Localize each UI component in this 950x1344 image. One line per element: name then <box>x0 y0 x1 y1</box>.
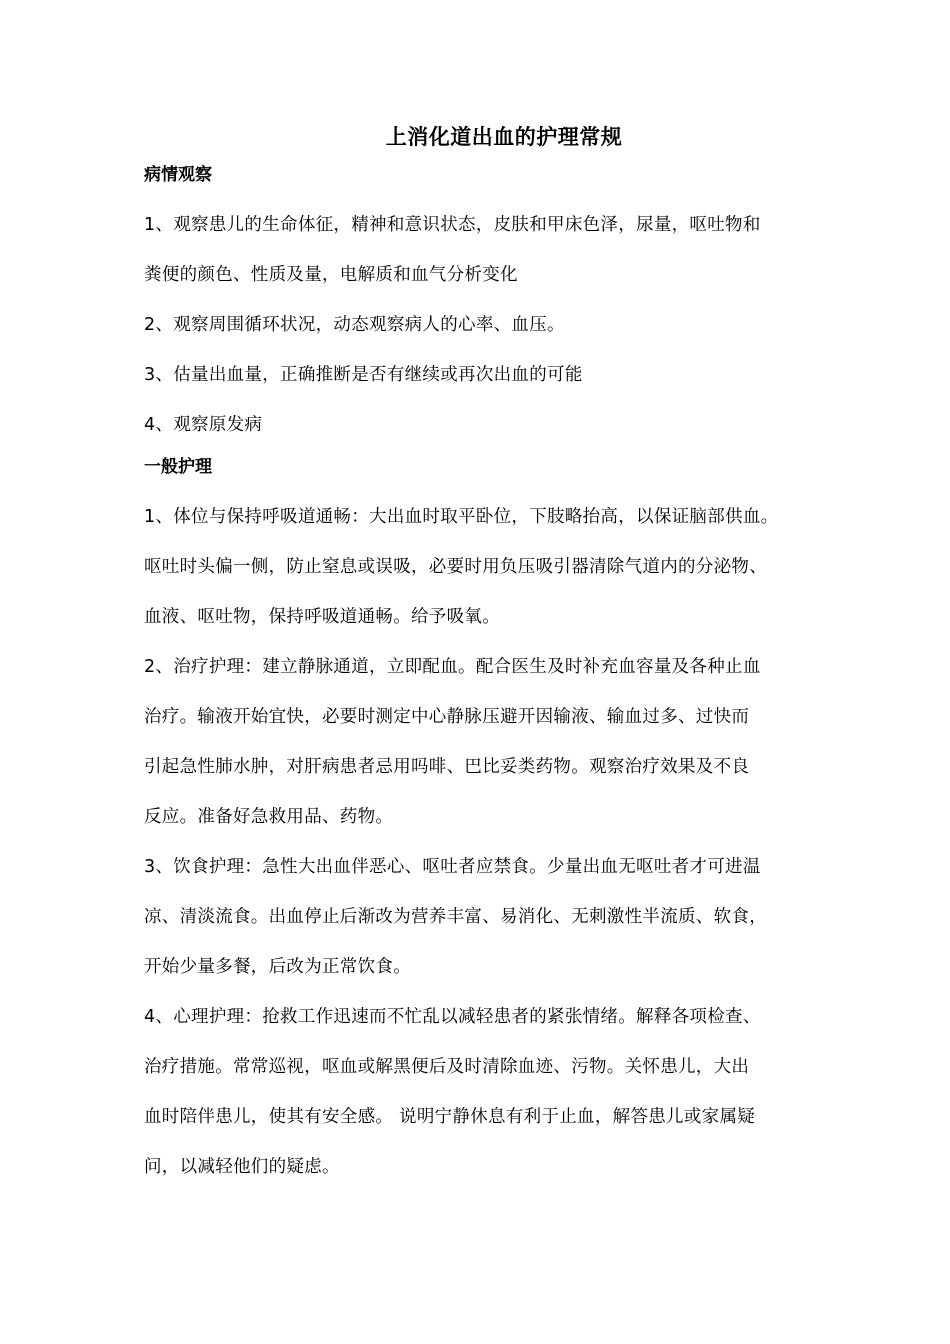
text-line: 4、观察原发病 <box>144 415 263 435</box>
text-line: 治疗措施。常常巡视，呕血或解黑便后及时清除血迹、污物。关怀患儿，大出 <box>144 1057 750 1077</box>
section-general-care <box>144 450 824 1192</box>
text-line: 引起急性肺水肿，对肝病患者忌用吗啡、巴比妥类药物。观察治疗效果及不良 <box>144 757 750 777</box>
paragraph <box>144 350 824 400</box>
text-line: 3、估量出血量，正确推断是否有继续或再次出血的可能 <box>144 365 583 385</box>
text-line: 治疗。输液开始宜快，必要时测定中心静脉压避开因输液、输血过多、过快而 <box>144 707 750 727</box>
text-line: 血时陪伴患儿，使其有安全感。 说明宁静休息有利于止血，解答患儿或家属疑 <box>144 1107 756 1127</box>
document-title: 上消化道出血的护理常规 <box>385 125 623 149</box>
text-line: 反应。准备好急救用品、药物。 <box>144 807 394 827</box>
paragraph <box>144 492 824 642</box>
text-line: 4、心理护理：抢救工作迅速而不忙乱以减轻患者的紧张情绪。解释各项检查、 <box>144 1007 761 1027</box>
text-line: 呕吐时头偏一侧，防止窒息或误吸，必要时用负压吸引器清除气道内的分泌物、 <box>144 557 767 577</box>
paragraph <box>144 642 824 842</box>
text-line: 问，以减轻他们的疑虑。 <box>144 1157 340 1177</box>
text-line: 1、观察患儿的生命体征，精神和意识状态，皮肤和甲床色泽，尿量，呕吐物和 <box>144 215 761 235</box>
paragraph <box>144 300 824 350</box>
paragraph <box>144 200 824 300</box>
section-heading: 病情观察 <box>144 165 212 185</box>
text-line: 血液、呕吐物，保持呼吸道通畅。给予吸氧。 <box>144 607 500 627</box>
text-line: 3、饮食护理：急性大出血伴恶心、呕吐者应禁食。少量出血无呕吐者才可进温 <box>144 857 761 877</box>
text-line: 1、体位与保持呼吸道通畅：大出血时取平卧位，下肢略抬高，以保证脑部供血。 <box>144 507 779 527</box>
paragraph <box>144 400 824 450</box>
text-line: 2、治疗护理：建立静脉通道，立即配血。配合医生及时补充血容量及各种止血 <box>144 657 761 677</box>
section-observation <box>144 158 824 450</box>
text-line: 2、观察周围循环状况，动态观察病人的心率、血压。 <box>144 315 565 335</box>
paragraph <box>144 992 824 1192</box>
text-line: 粪便的颜色、性质及量，电解质和血气分析变化 <box>144 265 518 285</box>
text-line: 开始少量多餐，后改为正常饮食。 <box>144 957 411 977</box>
section-heading: 一般护理 <box>144 457 212 477</box>
text-line: 凉、清淡流食。出血停止后渐改为营养丰富、易消化、无刺激性半流质、软食， <box>144 907 767 927</box>
document-body <box>144 158 824 1192</box>
paragraph <box>144 842 824 992</box>
